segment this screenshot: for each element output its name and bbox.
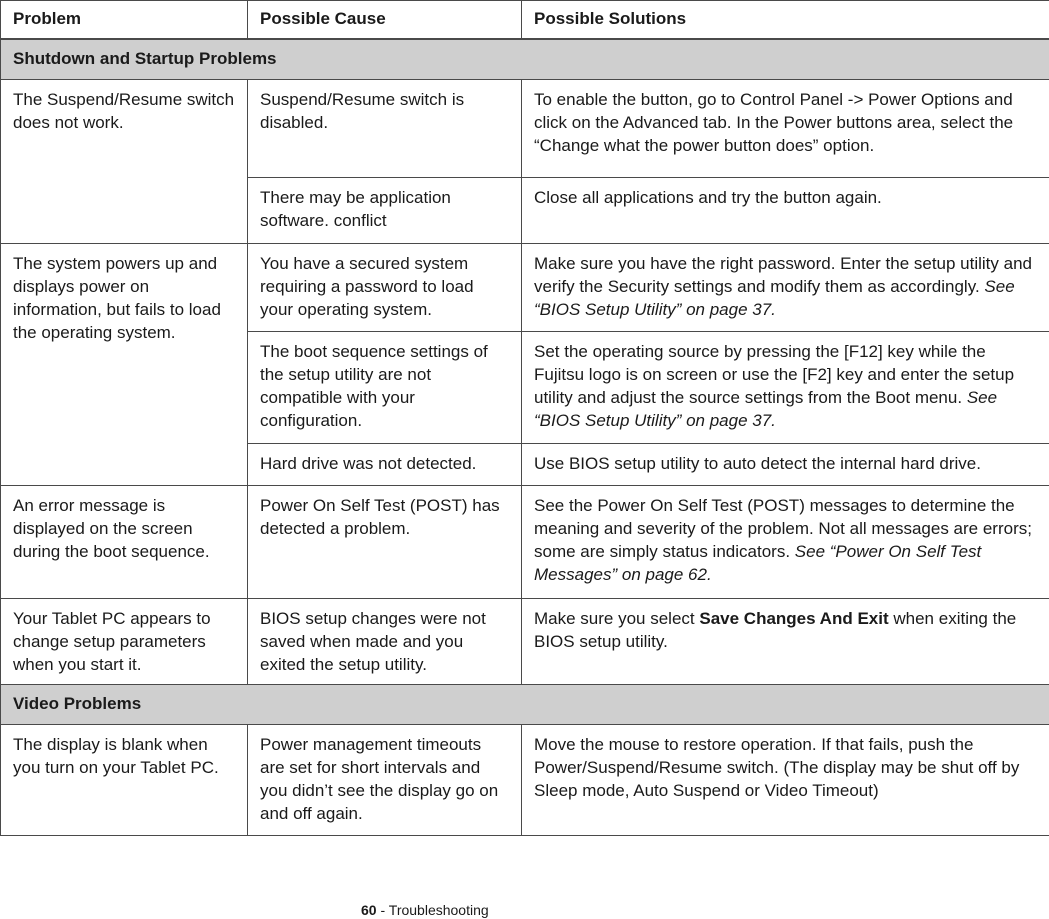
problem-cell: The Suspend/Resume switch does not work. (1, 79, 248, 243)
problem-cell: The system powers up and displays power on information, but fails to load the operating system. (1, 243, 248, 485)
cause-cell: Power On Self Test (POST) has detected a problem. (248, 485, 522, 598)
problem-cell: An error message is displayed on the screen during the boot sequence. (1, 485, 248, 598)
solution-cell: Use BIOS setup utility to auto detect the internal hard drive. (522, 443, 1049, 485)
problem-cell: The display is blank when you turn on your Tablet PC. (1, 724, 248, 835)
section-title: Video Problems (1, 684, 1049, 724)
menu-option-name: Save Changes And Exit (699, 608, 889, 628)
cause-cell: BIOS setup changes were not saved when made and you exited the setup utility. (248, 598, 522, 684)
solution-text: See the Power On Self Test (POST) messages to determine the meaning and severity of the problem. Not all messages are errors; some are simply status indicators. (534, 495, 1032, 561)
solution-cell: Close all applications and try the button again. (522, 177, 1049, 243)
page-reference: See “Power On Self Test Messages” on page 62. (534, 541, 982, 584)
footer-separator: - (376, 902, 389, 918)
table-row (1, 485, 1049, 598)
section-row-video (1, 684, 1049, 724)
cause-cell: Power management timeouts are set for short intervals and you didn’t see the display go on and off again. (248, 724, 522, 835)
cause-cell: Hard drive was not detected. (248, 443, 522, 485)
cause-cell: Suspend/Resume switch is disabled. (248, 79, 522, 177)
solution-cell (522, 243, 1049, 331)
page-reference: See “BIOS Setup Utility” on page 37. (534, 387, 998, 430)
solution-cell (522, 331, 1049, 443)
section-title: Shutdown and Startup Problems (1, 39, 1049, 79)
table-row (1, 724, 1049, 835)
page-number: 60 (361, 902, 377, 918)
cause-cell: There may be application software. conflict (248, 177, 522, 243)
table-header-row (1, 1, 1049, 40)
section-row-shutdown-startup (1, 39, 1049, 79)
solution-cell: Move the mouse to restore operation. If that fails, push the Power/Suspend/Resume switch. (The display may be shut off by Sleep mode, Auto Suspend or Video Timeout) (522, 724, 1049, 835)
solution-text: Make sure you have the right password. Enter the setup utility and verify the Security settings and modify them as accordingly. (534, 253, 1032, 296)
footer-section-name: Troubleshooting (388, 902, 489, 918)
page-footer (361, 902, 489, 918)
solution-text: when exiting the BIOS setup utility. (534, 608, 1017, 651)
table-row (1, 598, 1049, 684)
solution-cell (522, 598, 1049, 684)
table-row (1, 243, 1049, 331)
solution-text: Set the operating source by pressing the [F12] key while the Fujitsu logo is on screen or use the [F2] key and enter the setup utility and adjust the source settings from the Boot menu. (534, 341, 1015, 407)
solution-text: Make sure you select (534, 608, 695, 628)
table-row (1, 79, 1049, 177)
header-problem: Problem (1, 1, 248, 40)
problem-cell: Your Tablet PC appears to change setup parameters when you start it. (1, 598, 248, 684)
page-reference: See “BIOS Setup Utility” on page 37. (534, 276, 1015, 319)
cause-cell: The boot sequence settings of the setup utility are not compatible with your configuration. (248, 331, 522, 443)
solution-cell (522, 485, 1049, 598)
header-possible-solutions: Possible Solutions (522, 1, 1049, 40)
solution-cell: To enable the button, go to Control Panel -> Power Options and click on the Advanced tab. In the Power buttons area, select the “Change what the power button does” option. (522, 79, 1049, 177)
header-possible-cause: Possible Cause (248, 1, 522, 40)
cause-cell: You have a secured system requiring a password to load your operating system. (248, 243, 522, 331)
